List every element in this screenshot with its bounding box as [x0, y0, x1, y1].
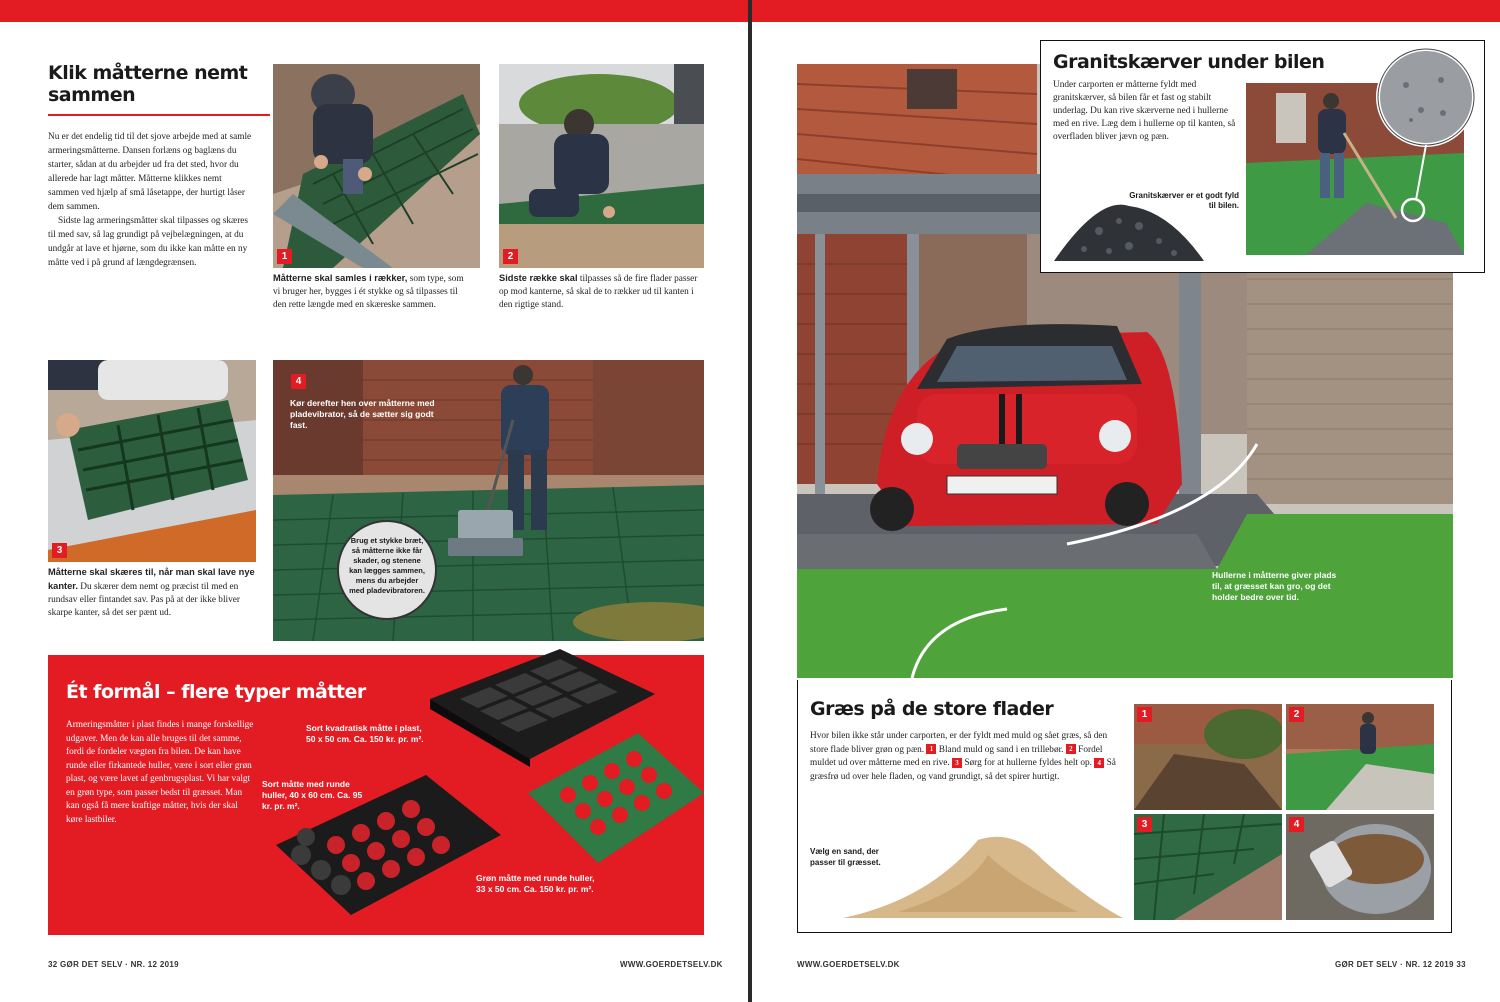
caption-text: som type, som vi bruger her, bygges i ét stykke og så tilpasses til den rette længde med en skæreske sammen.: [273, 274, 464, 310]
grass-body: [810, 730, 1122, 784]
granite-note: Granitskærver er et godt fyld til bilen.: [1129, 191, 1239, 210]
step-2-caption: [499, 272, 699, 312]
step-1-caption: [273, 272, 473, 312]
black-round-mat-note: Sort måtte med runde huller, 40 x 60 cm. Ca. 95 kr. pr. m².: [262, 779, 363, 811]
step-badge: 2: [503, 249, 518, 264]
granite-magnifier: [1371, 45, 1481, 230]
grass-inset-box: [797, 680, 1452, 933]
caption-lead: Måtterne skal skæres til, når man skal lave nye kanter.: [48, 567, 255, 591]
grass-step-2-photo: [1286, 704, 1434, 810]
caption-text: Du skærer dem nemt og præcist til med en rundsav eller fintandet sav. Pas på at der ikke bliver skarpe kanter, så det ser pænt ud.: [48, 582, 240, 618]
grass-text: Hvor bilen ikke står under carporten, er der fyldt med muld og sået græs, så den store flade bliver grøn og pæn.: [810, 731, 1108, 755]
green-mat-note: Grøn måtte med runde huller, 33 x 50 cm. Ca. 150 kr. pr. m².: [476, 873, 595, 894]
sand-pile-image: [838, 830, 1128, 922]
title-rule: [48, 114, 270, 116]
body-paragraph: Sidste lag armeringsmåtter skal tilpasses og skæres til med sav, så lag grundigt på vejbelægningen, at du undgår at lave et hjørne, som du ikke kan måtte en ny måtte ved i på grund af længdegrænsen.: [48, 216, 249, 268]
sand-note: Vælg en sand, der passer til græsset.: [810, 847, 881, 867]
mat-types-body: Armeringsmåtter i plast findes i mange forskellige udgaver. Men de kan alle bruges til det samme, fordi de fordeler vægten fra bilen. De kan have runde eller firkantede huller, være i sort eller grøn plast, og være lavet af genbrugsplast. Vi har valgt en grøn type, som passer bedst til græsset. Man kan også få mere kraftige måtter, hvis der skal køre lastbiler.: [66, 720, 254, 825]
grass-step-3-photo: [1134, 814, 1282, 920]
top-bar-right: [752, 0, 1500, 22]
mat-types-box: [48, 655, 704, 935]
black-square-mat-note: Sort kvadratisk måtte i plast, 50 x 50 cm. Ca. 150 kr. pr. m².: [306, 723, 424, 744]
granite-body: Under carporten er måtterne fyldt med granitskærver, så bilen får et fast og stabilt underlag. Du kan rive skærverne ned i hullerne med en rive. Læg dem i hullerne op til kanten, så overfladen bliver jævn og pæn.: [1053, 80, 1236, 142]
step-3-caption: [48, 566, 258, 620]
step-badge: 4: [1289, 817, 1304, 832]
step-badge: 1: [277, 249, 292, 264]
step-badge: 4: [291, 374, 306, 389]
grass-text: Bland muld og sand i en trillebør.: [936, 744, 1066, 755]
top-bar-left: [0, 0, 748, 22]
step-2-photo: [499, 64, 704, 268]
grass-title: Græs på de store flader: [810, 698, 1054, 720]
step-badge: 2: [1289, 707, 1304, 722]
step-marker: 1: [926, 744, 936, 754]
footer-left-url: WWW.GOERDETSELV.DK: [620, 960, 723, 969]
grass-photo-note: Hullerne i måtterne giver plads til, at græsset kan gro, og det holder bedre over tid.: [1212, 570, 1337, 602]
step-badge: 3: [1137, 817, 1152, 832]
page-gutter: [748, 0, 752, 1002]
step-marker: 4: [1094, 758, 1104, 768]
footer-left-page-number: 32 GØR DET SELV · NR. 12 2019: [48, 960, 179, 969]
footer-right-url: WWW.GOERDETSELV.DK: [797, 960, 900, 969]
grass-step-1-photo: [1134, 704, 1282, 810]
green-mat-image: [528, 733, 704, 893]
granite-inset-box: [1040, 40, 1485, 273]
step-marker: 2: [1066, 744, 1076, 754]
footer-right-page-number: GØR DET SELV · NR. 12 2019 33: [1335, 960, 1466, 969]
step-1-photo: [273, 64, 480, 268]
mat-types-title: Ét formål – flere typer måtter: [66, 681, 366, 703]
step-badge: 3: [52, 543, 67, 558]
caption-lead: Sidste række skal: [499, 273, 578, 283]
tip-circle-note: Brug et stykke bræt, så måtterne ikke får skader, og stenene kan lægges sammen, mens du arbejder med pladevibratoren.: [337, 520, 437, 620]
step-badge: 1: [1137, 707, 1152, 722]
article-title: Klik måtterne nemt sammen: [48, 62, 248, 106]
grass-step-4-photo: [1286, 814, 1434, 920]
step-marker: 3: [952, 758, 962, 768]
grass-text: Sørg for at hullerne fyldes helt op.: [962, 758, 1095, 768]
caption-lead: Måtterne skal samles i rækker,: [273, 273, 408, 283]
granite-pile-image: [1049, 201, 1209, 267]
article-body: [48, 130, 252, 270]
step-4-caption: Kør derefter hen over måtterne med pladevibrator, så de sætter sig godt fast.: [290, 398, 435, 430]
body-paragraph: Nu er det endelig tid til det sjove arbejde med at samle armeringsmåtterne. Dansen forlæns og baglæns du starter, sådan at du arbejder ud fra det sted, hvor du allerede har lagt måtter. Måtterne klikkes nemt sammen ved hjælp af små låsetappe, der hurtigt låser dem sammen.: [48, 132, 252, 212]
caption-text: tilpasses så de fire flader passer op mod kanterne, så skal de to rækker ud til kanten i den rigtige stand.: [499, 274, 698, 310]
step-3-photo: [48, 360, 256, 562]
granite-title: Granitskærver under bilen: [1053, 51, 1325, 73]
grass-text: Så græsfrø ud over hele fladen, og vand grundigt, så det spirer hurtigt.: [810, 758, 1116, 782]
grass-text: Fordel muldet ud over måtterne med en rive.: [810, 744, 1103, 768]
